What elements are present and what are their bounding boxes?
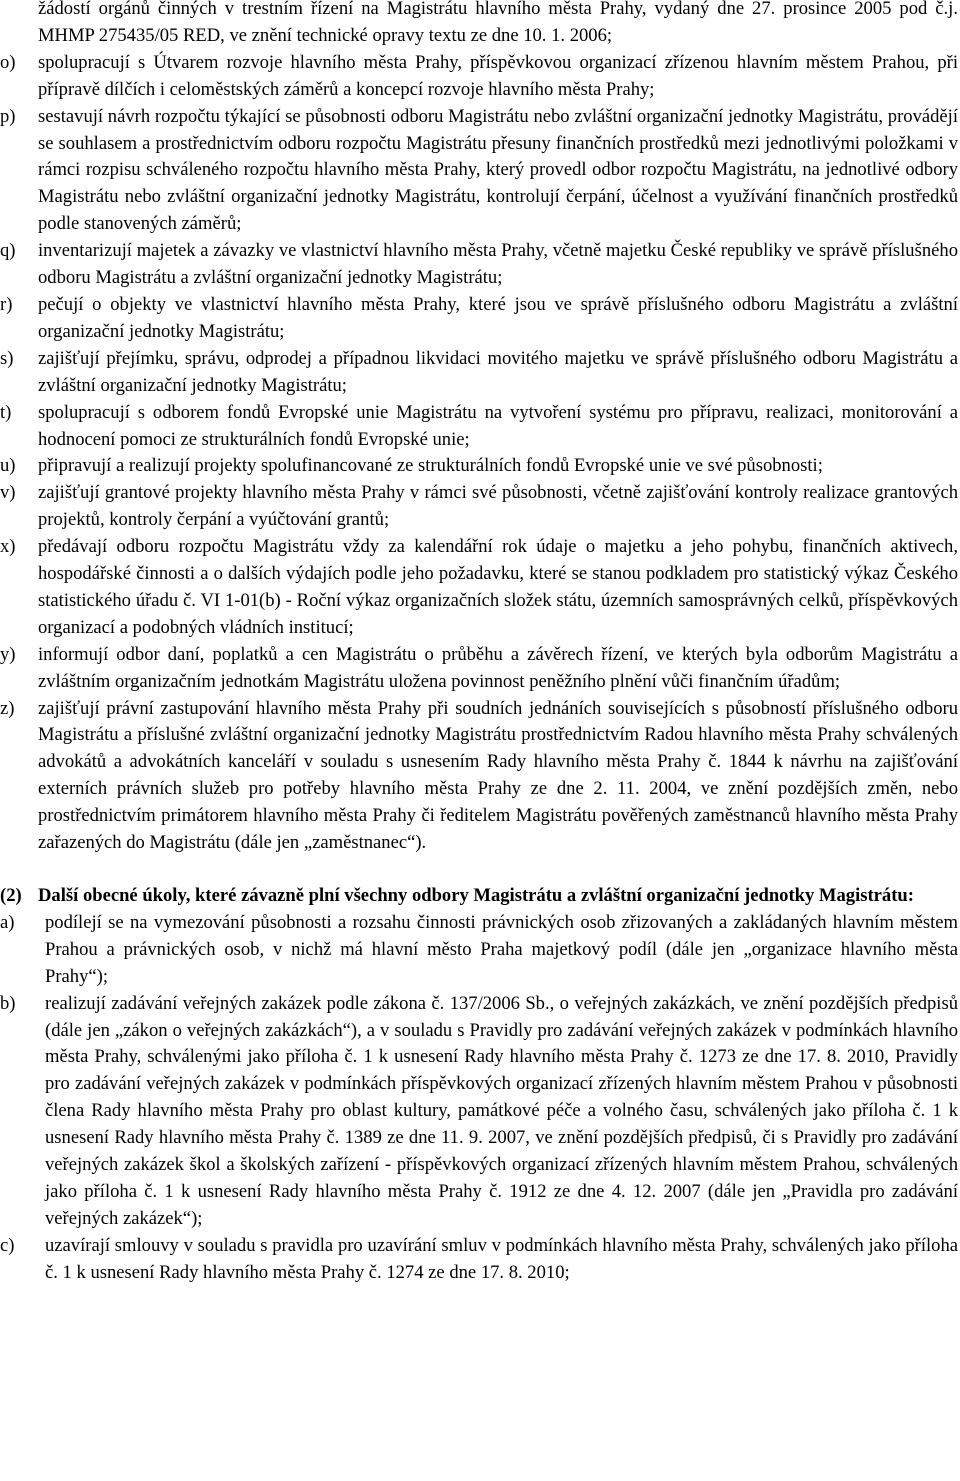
list-item-marker: q)	[0, 240, 16, 262]
list-item-text: informují odbor daní, poplatků a cen Magistrátu o průběhu a závěrech řízení, ve kterých byla odborům Magistrátu a zvláštním organizačním jednotkám Magistrátu uložena povinnost peněžního plnění vůči finančním úřadům;	[38, 643, 958, 692]
list-item-text: inventarizují majetek a závazky ve vlastnictví hlavního města Prahy, včetně majetku České republiky ve správě příslušného odboru Magistrátu a zvláštní organizační jednotky Magistrátu;	[38, 240, 958, 289]
section-title: Další obecné úkoly, které závazně plní všechny odbory Magistrátu a zvláštní organizační jednotky Magistrátu:	[38, 885, 914, 906]
list-item-marker: p)	[0, 105, 16, 127]
list-item-marker: x)	[0, 536, 16, 558]
list-item-text: předávají odboru rozpočtu Magistrátu vždy za kalendářní rok údaje o majetku a jeho pohybu, finančních aktivech, hospodářské činnosti a o dalších výdajích podle jeho požadavku, které se stanou podkladem pro statistický výkaz Českého statistického úřadu č. VI 1-01(b) - Roční výkaz organizačních složek státu, územních samosprávných celků, příspěvkových organizací a podobných vládních institucí;	[38, 536, 958, 638]
list-item-marker: b)	[0, 992, 16, 1014]
list-item	[0, 991, 960, 1233]
list-item-marker: r)	[0, 293, 13, 315]
list-item-marker: z)	[0, 697, 15, 719]
list-item	[0, 642, 960, 696]
list-item-marker: u)	[0, 455, 16, 477]
list-item	[0, 910, 960, 991]
intro-text: žádostí orgánů činných v trestním řízení na Magistrátu hlavního města Prahy, vydaný dne 27. prosince 2005 pod č.j. MHMP 275435/05 RED, ve znění technické opravy textu ze dne 10. 1. 2006;	[38, 0, 958, 46]
list-item	[0, 534, 960, 642]
list-item	[0, 104, 960, 239]
list-item	[0, 453, 960, 480]
list-item-text: zajišťují právní zastupování hlavního města Prahy při soudních jednáních souvisejících s působností příslušného odboru Magistrátu a příslušné zvláštní organizační jednotky Magistrátu prostřednictvím Radou hlavního města Prahy schválených advokátů a advokátních kanceláří v souladu s usnesením Rady hlavního města Prahy č. 1844 k návrhu na zajišťování externích právních služeb pro potřeby hlavního města Prahy ze dne 2. 11. 2004, ve znění pozdějších změn, nebo prostřednictvím primátorem hlavního města Prahy či ředitelem Magistrátu pověřených zaměstnanců hlavního města Prahy zařazených do Magistrátu (dále jen „zaměstnanec“).	[38, 697, 958, 854]
list-item-text: pečují o objekty ve vlastnictví hlavního města Prahy, které jsou ve správě příslušného odboru Magistrátu a zvláštní organizační jednotky Magistrátu;	[38, 293, 958, 342]
list-item	[0, 292, 960, 346]
task-list-general	[0, 50, 960, 857]
list-item-marker: s)	[0, 347, 14, 369]
list-item-marker: o)	[0, 51, 16, 73]
list-item-text: zajišťují grantové projekty hlavního města Prahy v rámci své působnosti, včetně zajišťování kontroly realizace grantových projektů, kontroly čerpání a vyúčtování grantů;	[38, 482, 958, 531]
list-item-text: sestavují návrh rozpočtu týkající se působnosti odboru Magistrátu nebo zvláštní organizační jednotky Magistrátu, provádějí se souhlasem a prostřednictvím odboru rozpočtu Magistrátu přesuny finančních prostředků mezi jednotlivými položkami v rámci rozpisu schváleného rozpočtu hlavního města Prahy, který provedl odbor rozpočtu Magistrátu, na jednotlivé odbory Magistrátu nebo zvláštní organizační jednotky Magistrátu, kontrolují čerpání, účelnost a využívání finančních prostředků podle stanovených záměrů;	[38, 105, 958, 235]
list-item-marker: v)	[0, 482, 16, 504]
list-item-text: podílejí se na vymezování působnosti a rozsahu činnosti právnických osob zřizovaných a zakládaných hlavním městem Prahou a právnických osob, v nichž má hlavní město Praha majetkový podíl (dále jen „organizace hlavního města Prahy“);	[45, 911, 958, 987]
list-item	[0, 400, 960, 454]
section-number: (2)	[0, 885, 22, 906]
list-item	[0, 50, 960, 104]
list-item-text: zajišťují přejímku, správu, odprodej a případnou likvidaci movitého majetku ve správě příslušného odboru Magistrátu a zvláštní organizační jednotky Magistrátu;	[38, 347, 958, 396]
list-item	[0, 480, 960, 534]
task-list-section-2	[0, 910, 960, 1287]
list-item-marker: y)	[0, 643, 16, 665]
list-item-text: realizují zadávání veřejných zakázek podle zákona č. 137/2006 Sb., o veřejných zakázkách, ve znění pozdějších předpisů (dále jen „zákon o veřejných zakázkách“), a v souladu s Pravidly pro zadávání veřejných zakázek v podmínkách hlavního města Prahy, schválenými jako příloha č. 1 k usnesení Rady hlavního města Prahy č. 1273 ze dne 17. 8. 2010, Pravidly pro zadávání veřejných zakázek v podmínkách příspěvkových organizací zřízených hlavním městem Prahou v působnosti člena Rady hlavního města Prahy pro oblast kultury, památkové péče a volného času, schválených jako příloha č. 1 k usnesení Rady hlavního města Prahy č. 1389 ze dne 11. 9. 2007, ve znění pozdějších předpisů, či s Pravidly pro zadávání veřejných zakázek škol a školských zařízení - příspěvkových organizací zřízených hlavním městem Prahou, schválených jako příloha č. 1 k usnesení Rady hlavního města Prahy č. 1912 ze dne 4. 12. 2007 (dále jen „Pravidla pro zadávání veřejných zakázek“);	[45, 992, 958, 1229]
section-gap	[0, 857, 960, 883]
list-item-text: uzavírají smlouvy v souladu s pravidla pro uzavírání smluv v podmínkách hlavního města Prahy, schválených jako příloha č. 1 k usnesení Rady hlavního města Prahy č. 1274 ze dne 17. 8. 2010;	[45, 1234, 958, 1283]
section-2-heading	[0, 883, 960, 910]
continued-paragraph	[0, 0, 960, 50]
list-item-text: spolupracují s odborem fondů Evropské unie Magistrátu na vytvoření systému pro přípravu, realizaci, monitorování a hodnocení pomoci ze strukturálních fondů Evropské unie;	[38, 401, 958, 450]
list-item-marker: c)	[0, 1234, 15, 1256]
list-item	[0, 346, 960, 400]
list-item-text: spolupracují s Útvarem rozvoje hlavního města Prahy, příspěvkovou organizací zřízenou hlavním městem Prahou, při přípravě dílčích i celoměstských záměrů a koncepcí rozvoje hlavního města Prahy;	[38, 51, 958, 100]
list-item	[0, 1233, 960, 1287]
list-item	[0, 238, 960, 292]
list-item-marker: t)	[0, 401, 12, 423]
list-item-marker: a)	[0, 911, 15, 933]
list-item-text: připravují a realizují projekty spolufinancované ze strukturálních fondů Evropské unie ve své působnosti;	[38, 455, 823, 477]
list-item	[0, 696, 960, 857]
